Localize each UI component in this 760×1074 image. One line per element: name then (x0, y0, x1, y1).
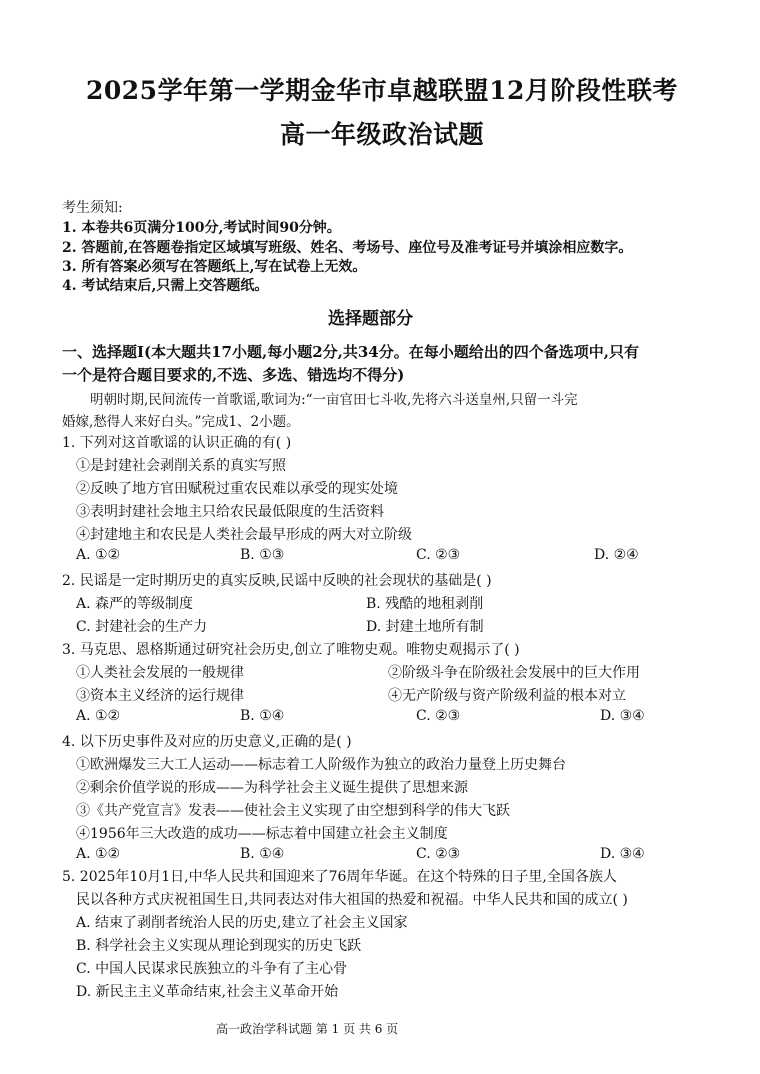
option: B. ①④ (240, 846, 285, 862)
statement: ①人类社会发展的一般规律 (76, 665, 244, 681)
question-stem: 民以各种方式庆祝祖国生日,共同表达对伟大祖国的热爱和祝福。中华人民共和国的成立( ) (76, 892, 628, 908)
option: A. ①② (76, 547, 121, 563)
notice-item: 2. 答题前,在答题卷指定区域填写班级、姓名、考场号、座位号及准考证号并填涂相应数字。 (62, 240, 633, 256)
option: C. ②③ (416, 547, 461, 563)
option: A. 森严的等级制度 (76, 596, 194, 612)
option: D. 封建土地所有制 (366, 619, 484, 635)
option: D. ③④ (600, 846, 645, 862)
part-instructions: 一个是符合题目要求的,不选、多选、错选均不得分) (62, 366, 405, 384)
option: D. ②④ (594, 547, 639, 563)
statement: ①欧洲爆发三大工人运动——标志着工人阶级作为独立的政治力量登上历史舞台 (76, 757, 566, 773)
part-instructions: 一、选择题Ⅰ(本大题共17小题,每小题2分,共34分。在每小题给出的四个备选项中,只有 (62, 343, 639, 361)
option: A. ①② (76, 846, 121, 862)
question-stem: 4. 以下历史事件及对应的历史意义,正确的是( ) (62, 734, 352, 750)
option: B. ①③ (240, 547, 285, 563)
notice-item: 3. 所有答案必须写在答题纸上,写在试卷上无效。 (62, 259, 367, 275)
option: B. ①④ (240, 708, 285, 724)
page-footer: 高一政治学科试题 第 1 页 共 6 页 (216, 1022, 399, 1036)
passage: 明朝时期,民间流传一首歌谣,歌词为:“一亩官田七斗收,先将六斗送皇州,只留一斗完 (90, 392, 578, 408)
option: B. 残酷的地租剥削 (366, 596, 484, 612)
passage: 婚嫁,愁得人来好白头。”完成1、2小题。 (62, 414, 300, 430)
option: C. 中国人民谋求民族独立的斗争有了主心骨 (76, 961, 348, 977)
option: D. ③④ (600, 708, 645, 724)
statement: ④1956年三大改造的成功——标志着中国建立社会主义制度 (76, 826, 448, 842)
option: C. 封建社会的生产力 (76, 619, 208, 635)
question-stem: 5. 2025年10月1日,中华人民共和国迎来了76周年华诞。在这个特殊的日子里,全国各族人 (62, 869, 617, 885)
statement: ②剩余价值学说的形成——为科学社会主义诞生提供了思想来源 (76, 780, 468, 796)
question-stem: 2. 民谣是一定时期历史的真实反映,民谣中反映的社会现状的基础是( ) (62, 573, 492, 589)
statement: ④封建地主和农民是人类社会最早形成的两大对立阶级 (76, 527, 412, 543)
option: A. ①② (76, 708, 121, 724)
notice-heading: 考生须知: (62, 200, 123, 216)
statement: ④无产阶级与资产阶级利益的根本对立 (388, 688, 626, 704)
statement: ②反映了地方官田赋税过重农民难以承受的现实处境 (76, 481, 398, 497)
option: D. 新民主主义革命结束,社会主义革命开始 (76, 984, 339, 1000)
question-stem: 1. 下列对这首歌谣的认识正确的有( ) (62, 435, 292, 451)
statement: ③《共产党宣言》发表——使社会主义实现了由空想到科学的伟大飞跃 (76, 803, 510, 819)
statement: ①是封建社会剥削关系的真实写照 (76, 458, 286, 474)
question-stem: 3. 马克思、恩格斯通过研究社会历史,创立了唯物史观。唯物史观揭示了( ) (62, 642, 520, 658)
exam-title: 2025学年第一学期金华市卓越联盟12月阶段性联考 (86, 76, 678, 105)
option: A. 结束了剥削者统治人民的历史,建立了社会主义国家 (76, 915, 408, 931)
statement: ③资本主义经济的运行规律 (76, 688, 244, 704)
statement: ②阶级斗争在阶级社会发展中的巨大作用 (388, 665, 640, 681)
option: C. ②③ (416, 846, 461, 862)
notice-item: 1. 本卷共6页满分100分,考试时间90分钟。 (62, 220, 341, 236)
statement: ③表明封建社会地主只给农民最低限度的生活资料 (76, 504, 384, 520)
section-title: 选择题部分 (328, 309, 413, 329)
option: B. 科学社会主义实现从理论到现实的历史飞跃 (76, 938, 362, 954)
notice-item: 4. 考试结束后,只需上交答题纸。 (62, 278, 269, 294)
option: C. ②③ (416, 708, 461, 724)
exam-subtitle: 高一年级政治试题 (280, 120, 485, 149)
